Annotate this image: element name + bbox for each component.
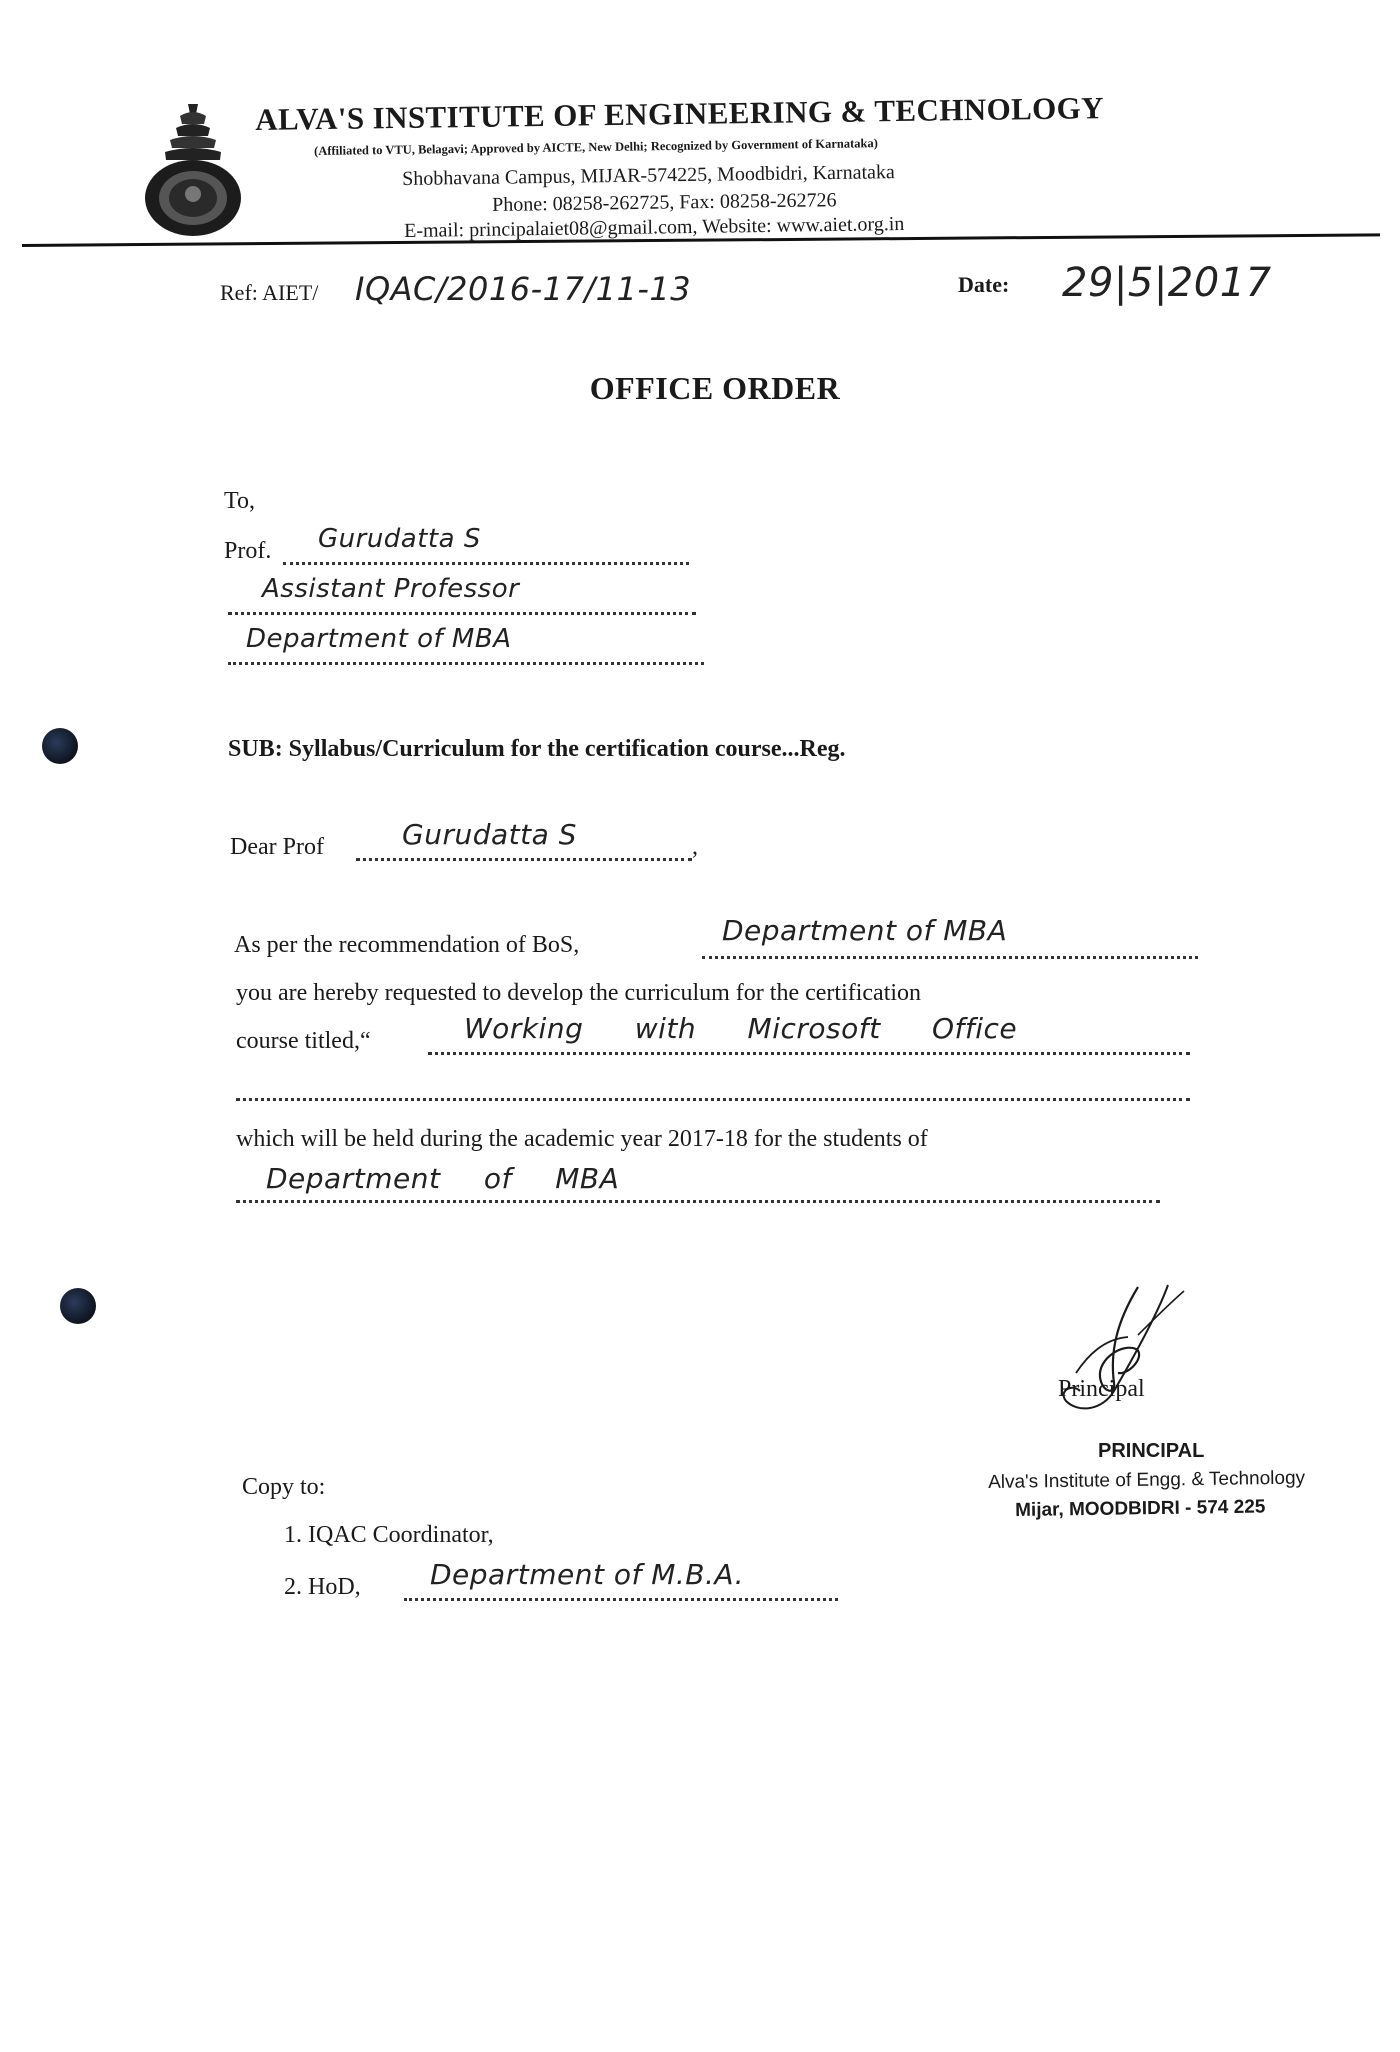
date-value: 29|5|2017 (1062, 260, 1272, 306)
signature-label: Principal (1058, 1376, 1145, 1402)
page-title: OFFICE ORDER (589, 370, 841, 406)
course-title-continuation-line (236, 1098, 1190, 1101)
bos-line (702, 956, 1198, 959)
institution-name: ALVA'S INSTITUTE OF ENGINEERING & TECHNOLOGY (255, 90, 1105, 137)
recipient-name: Gurudatta S (318, 524, 481, 554)
course-title: Working with Microsoft Office (464, 1012, 1018, 1045)
copy-to-item-2: 2. HoD, (284, 1574, 361, 1600)
institute-emblem-icon (140, 98, 245, 238)
body-line-3: course titled,“ (236, 1028, 371, 1054)
students-dept-line (236, 1200, 1160, 1203)
copy-to-item-1: 1. IQAC Coordinator, (284, 1522, 494, 1548)
stamp-title: PRINCIPAL (1098, 1440, 1205, 1462)
course-title-line (428, 1052, 1190, 1055)
salutation-prefix: Dear Prof (230, 834, 324, 860)
body-line-5: which will be held during the academic year 2017-18 for the students of (236, 1126, 928, 1152)
copy-to-label: Copy to: (242, 1474, 326, 1500)
stamp-location: Mijar, MOODBIDRI - 574 225 (1015, 1496, 1266, 1521)
students-department: Department of MBA (266, 1162, 620, 1195)
salutation-name: Gurudatta S (402, 818, 577, 851)
to-label: To, (224, 488, 255, 514)
punch-hole-bottom (60, 1288, 96, 1324)
reference-number: IQAC/2016-17/11-13 (355, 270, 692, 308)
stamp-institute: Alva's Institute of Engg. & Technology (988, 1467, 1306, 1493)
prof-name-line (283, 562, 689, 565)
designation-line (228, 612, 696, 615)
department-line (228, 662, 704, 665)
reference-label: Ref: AIET/ (220, 280, 319, 305)
body-line-1: As per the recommendation of BoS, (234, 932, 580, 958)
prof-label: Prof. (224, 538, 272, 564)
punch-hole-top (42, 728, 78, 764)
bos-department: Department of MBA (722, 914, 1008, 947)
recipient-designation: Assistant Professor (262, 574, 520, 604)
copy-to-hod-line (404, 1598, 838, 1601)
email-website-line: E-mail: principalaiet08@gmail.com, Website: www.aiet.org.in (404, 213, 905, 242)
affiliation-line: (Affiliated to VTU, Belagavi; Approved by AICTE, New Delhi; Recognized by Government of Karnataka) (314, 136, 878, 158)
subject-line: SUB: Syllabus/Curriculum for the certification course...Reg. (228, 736, 846, 762)
address-line: Shobhavana Campus, MIJAR-574225, Moodbidri, Karnataka (402, 161, 895, 190)
copy-to-hod-department: Department of M.B.A. (430, 1558, 744, 1591)
body-line-2: you are hereby requested to develop the curriculum for the certification (236, 980, 922, 1006)
phone-fax-line: Phone: 08258-262725, Fax: 08258-262726 (492, 189, 837, 216)
salutation-comma: , (692, 834, 698, 860)
recipient-department: Department of MBA (246, 624, 512, 654)
salutation-name-line (356, 858, 692, 861)
date-label: Date: (958, 272, 1010, 297)
